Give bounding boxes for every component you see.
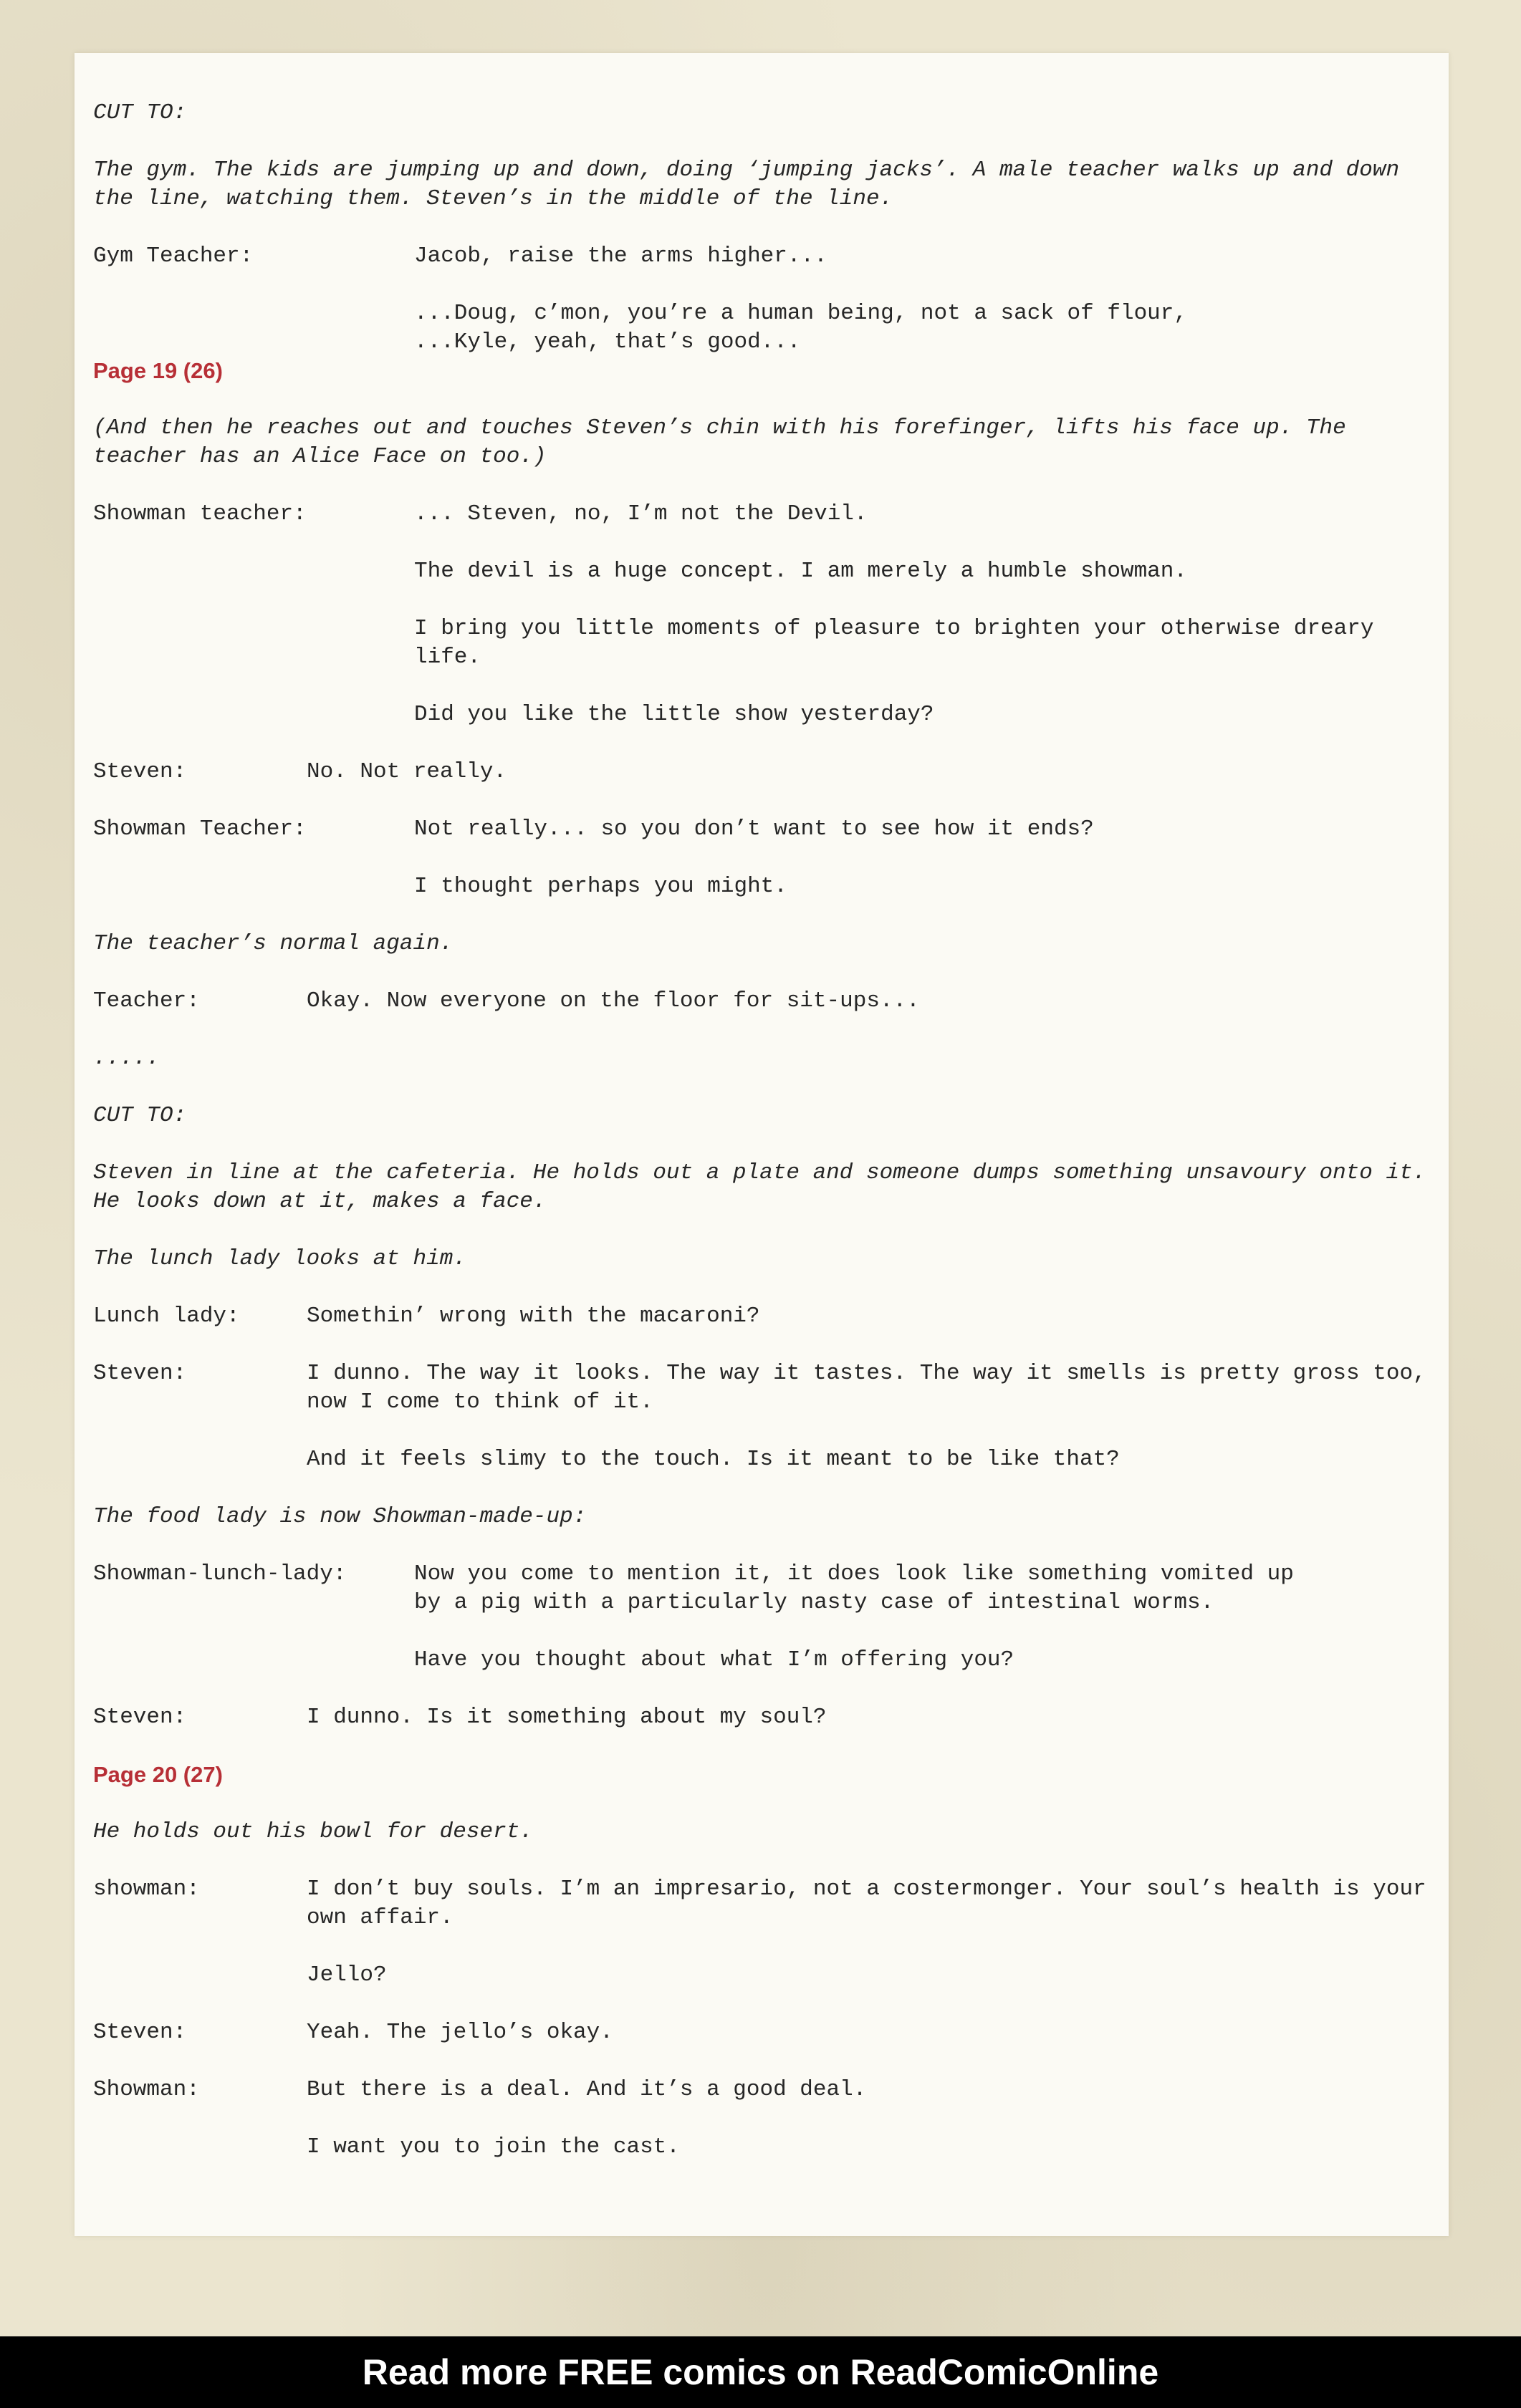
dialogue-line: I dunno. Is it something about my soul? bbox=[307, 1705, 827, 1730]
dialogue-line: No. Not really. bbox=[307, 759, 507, 784]
speaker-name: Teacher: bbox=[93, 988, 200, 1013]
speaker-name: Showman-lunch-lady: bbox=[93, 1561, 347, 1586]
speaker-name: Showman Teacher: bbox=[93, 817, 307, 842]
dialogue-line: The devil is a huge concept. I am merely a humble showman. bbox=[414, 559, 1187, 584]
scene-direction: CUT TO: bbox=[93, 1103, 187, 1128]
action-line: (And then he reaches out and touches Steven’s chin with his forefinger, lifts his face up. The bbox=[93, 415, 1346, 440]
dialogue-line: Not really... so you don’t want to see how it ends? bbox=[414, 817, 1094, 842]
speaker-name: Showman: bbox=[93, 2077, 200, 2102]
dialogue-line: And it feels slimy to the touch. Is it meant to be like that? bbox=[307, 1447, 1120, 1472]
action-line: He holds out his bowl for desert. bbox=[93, 1819, 533, 1844]
dialogue-line: ...Kyle, yeah, that’s good... bbox=[414, 329, 801, 355]
action-line: teacher has an Alice Face on too.) bbox=[93, 444, 547, 469]
promo-footer[interactable]: Read more FREE comics on ReadComicOnline bbox=[0, 2336, 1521, 2408]
action-line: He looks down at it, makes a face. bbox=[93, 1189, 547, 1214]
dialogue-line: Jacob, raise the arms higher... bbox=[414, 244, 827, 269]
dialogue-line: own affair. bbox=[307, 1905, 454, 1930]
speaker-name: Steven: bbox=[93, 2020, 187, 2045]
dialogue-line: ... Steven, no, I’m not the Devil. bbox=[414, 501, 868, 526]
action-line: The lunch lady looks at him. bbox=[93, 1246, 466, 1271]
dialogue-line: I thought perhaps you might. bbox=[414, 874, 787, 899]
dialogue-line: Did you like the little show yesterday? bbox=[414, 702, 934, 727]
dialogue-line: ...Doug, c’mon, you’re a human being, not a sack of flour, bbox=[414, 301, 1187, 326]
dialogue-line: I don’t buy souls. I’m an impresario, not a costermonger. Your soul’s health is your bbox=[307, 1877, 1426, 1902]
speaker-name: Lunch lady: bbox=[93, 1304, 240, 1329]
speaker-name: Gym Teacher: bbox=[93, 244, 254, 269]
dialogue-line: Jello? bbox=[307, 1962, 387, 1988]
speaker-name: Steven: bbox=[93, 1705, 187, 1730]
speaker-name: Steven: bbox=[93, 1361, 187, 1386]
scene-direction: CUT TO: bbox=[93, 100, 187, 125]
action-line: The gym. The kids are jumping up and down, doing ‘jumping jacks’. A male teacher walks up and down bbox=[93, 158, 1400, 183]
dialogue-line: Yeah. The jello’s okay. bbox=[307, 2020, 613, 2045]
page-heading: Page 20 (27) bbox=[93, 1762, 223, 1787]
page-heading: Page 19 (26) bbox=[93, 358, 223, 383]
action-line: The teacher’s normal again. bbox=[93, 931, 454, 956]
dialogue-line: Okay. Now everyone on the floor for sit-ups... bbox=[307, 988, 920, 1013]
dialogue-line: by a pig with a particularly nasty case of intestinal worms. bbox=[414, 1590, 1214, 1615]
dialogue-line: now I come to think of it. bbox=[307, 1390, 653, 1415]
speaker-name: Showman teacher: bbox=[93, 501, 307, 526]
dialogue-line: Somethin’ wrong with the macaroni? bbox=[307, 1304, 760, 1329]
dialogue-line: life. bbox=[414, 645, 481, 670]
speaker-name: showman: bbox=[93, 1877, 200, 1902]
dialogue-line: Have you thought about what I’m offering you? bbox=[414, 1647, 1014, 1672]
dialogue-line: Now you come to mention it, it does look like something vomited up bbox=[414, 1561, 1294, 1586]
dialogue-line: I dunno. The way it looks. The way it tastes. The way it smells is pretty gross too, bbox=[307, 1361, 1426, 1386]
dialogue-line: But there is a deal. And it’s a good deal. bbox=[307, 2077, 867, 2102]
action-line: the line, watching them. Steven’s in the middle of the line. bbox=[93, 186, 893, 211]
action-line: Steven in line at the cafeteria. He holds out a plate and someone dumps something unsavoury onto it. bbox=[93, 1160, 1426, 1185]
dialogue-line: I want you to join the cast. bbox=[307, 2134, 680, 2159]
action-line: The food lady is now Showman-made-up: bbox=[93, 1504, 587, 1529]
script-page bbox=[75, 53, 1449, 2236]
scene-direction: ..... bbox=[93, 1046, 160, 1071]
dialogue-line: I bring you little moments of pleasure to brighten your otherwise dreary bbox=[414, 616, 1374, 641]
speaker-name: Steven: bbox=[93, 759, 187, 784]
